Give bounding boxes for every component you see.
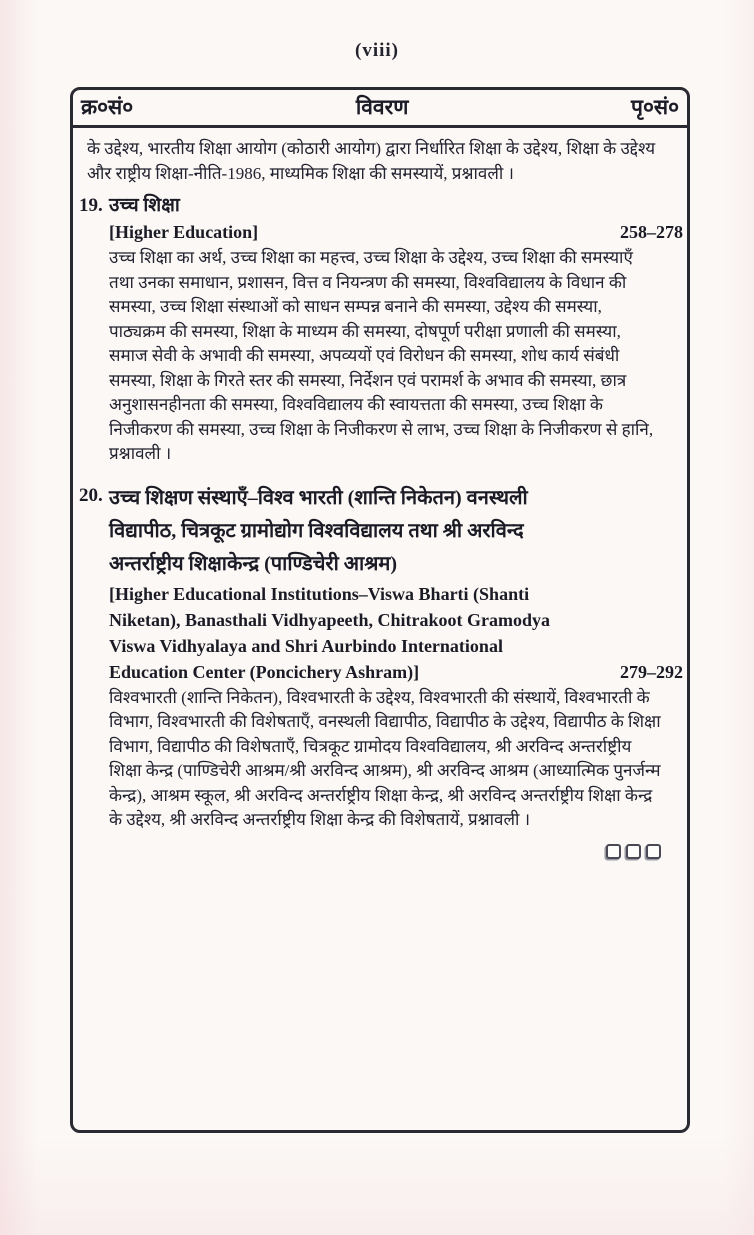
toc-header-page-number: पृ०सं० [631,94,679,119]
item-number: 20. [79,484,103,506]
item-title-row [109,581,683,685]
item-title-english: [Higher Educational Institutions–Viswa Bharti (Shanti Niketan), Banasthali Vidhyapeeth, Chitrakoot Gramodya Viswa Vidhyalaya and Shri Aurbindo International Education Center (Poncichery Ashram)] [109,583,551,682]
end-marker [87,839,661,861]
item-title-english: [Higher Education] [109,222,259,242]
continuation-paragraph: के उद्देश्य, भारतीय शिक्षा आयोग (कोठारी आयोग) द्वारा निर्धारित शिक्षा के उद्देश्य, शिक्षा के उद्देश्य और राष्ट्रीय शिक्षा-नीति-1986, माध्यमिक शिक्षा की समस्यायें, प्रश्नावली । [87,139,656,183]
item-title-hindi: उच्च शिक्षा [109,195,180,216]
item-page-range: 279–292 [620,661,683,682]
toc-table [70,87,690,1133]
item-page-range: 258–278 [620,222,683,242]
toc-item-20 [79,482,683,833]
toc-header-description: विवरण [355,94,409,119]
item-content [109,192,683,467]
toc-item-19 [79,192,683,467]
square-icon [606,844,621,859]
toc-header-serial-number: क्र०सं० [81,94,134,119]
item-title-row [109,219,683,245]
item-content [109,482,683,833]
page-folio: (viii) [355,40,399,61]
square-icon [646,844,661,859]
toc-body [73,128,687,861]
item-number: 19. [79,195,103,216]
square-icon [626,844,641,859]
item-description: विश्वभारती (शान्ति निकेतन), विश्वभारती के उद्देश्य, विश्वभारती की संस्थायें, विश्वभारती के विभाग, विश्वभारती की विशेषताएँ, वनस्थली विद्यापीठ, विद्यापीठ के उद्देश्य, विद्यापीठ के शिक्षा विभाग, विद्यापीठ की विशेषताएँ, चित्रकूट ग्रामोदय विश्वविद्यालय, श्री अरविन्द अन्तर्राष्ट्रीय शिक्षा केन्द्र (पाण्डिचेरी आश्रम/श्री अरविन्द आश्रम), श्री अरविन्द आश्रम (आध्यात्मिक पुनर्जन्म केन्द्र), आश्रम स्कूल, श्री अरविन्द अन्तर्राष्ट्रीय शिक्षा केन्द्र, श्री अरविन्द अन्तर्राष्ट्रीय शिक्षा केन्द्र के उद्देश्य, श्री अरविन्द अन्तर्राष्ट्रीय शिक्षा केन्द्र की विशेषतायें, प्रश्नावली । [109,687,661,829]
item-title-hindi: उच्च शिक्षण संस्थाएँ–विश्व भारती (शान्ति निकेतन) वनस्थली विद्यापीठ, चित्रकूट ग्रामोद्योग विश्वविद्यालय तथा श्री अरविन्द अन्तर्राष्ट्रीय शिक्षाकेन्द्र (पाण्डिचेरी आश्रम) [109,486,528,575]
item-description: उच्च शिक्षा का अर्थ, उच्च शिक्षा का महत्त्व, उच्च शिक्षा के उद्देश्य, उच्च शिक्षा की समस्याएँ तथा उनका समाधान, प्रशासन, वित्त व नियन्त्रण की समस्या, विश्वविद्यालय के विधान की समस्या, उच्च शिक्षा संस्थाओं को साधन सम्पन्न बनाने की समस्या, उद्देश्य की समस्या, पाठ्यक्रम की समस्या, शिक्षा के माध्यम की समस्या, दोषपूर्ण परीक्षा प्रणाली की समस्या, समाज सेवी के अभावी की समस्या, अपव्ययों एवं विरोधन की समस्या, शोध कार्य संबंधी समस्या, शिक्षा के गिरते स्तर की समस्या, निर्देशन एवं परामर्श के अभाव की समस्या, छात्र अनुशासनहीनता की समस्या, विश्वविद्यालय की स्वायत्तता की समस्या, उच्च शिक्षा के निजीकरण की समस्या, उच्च शिक्षा के निजीकरण से लाभ, उच्च शिक्षा के निजीकरण से हानि, प्रश्नावली । [109,248,654,463]
toc-header-row [73,90,687,128]
